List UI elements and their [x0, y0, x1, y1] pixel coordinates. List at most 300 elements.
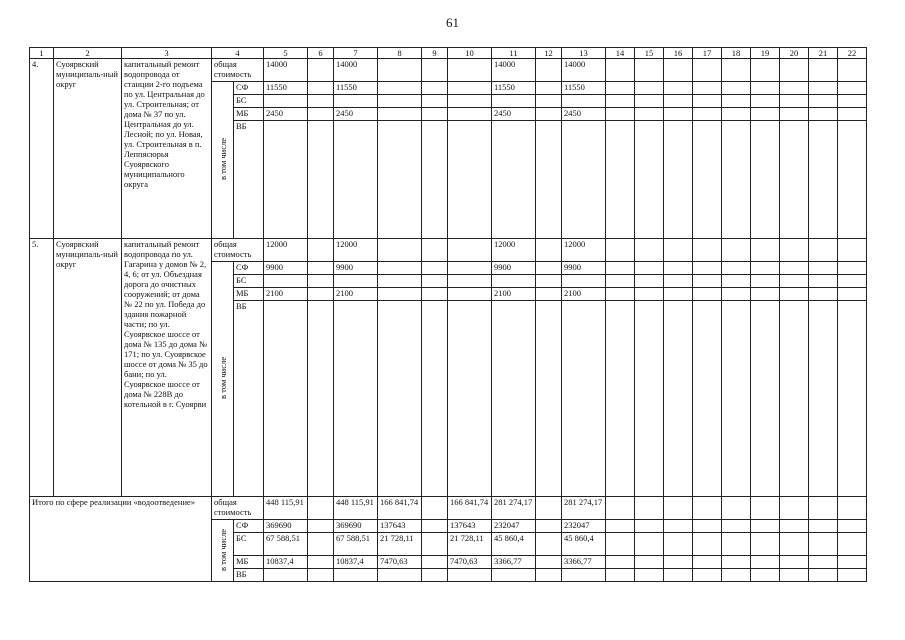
empty-cell: [838, 520, 867, 533]
empty-cell: [635, 275, 664, 288]
empty-cell: [838, 239, 867, 262]
empty-cell: [751, 533, 780, 556]
value-cell: [536, 288, 562, 301]
value-cell: [492, 95, 536, 108]
including-label-text: в том числе: [217, 528, 228, 571]
value-cell: [422, 497, 448, 520]
value-cell: [308, 288, 334, 301]
empty-cell: [722, 288, 751, 301]
source-code: БС: [234, 95, 264, 108]
value-cell: 45 860,4: [492, 533, 536, 556]
empty-cell: [809, 301, 838, 497]
value-cell: [422, 569, 448, 582]
value-cell: [308, 59, 334, 82]
value-cell: [378, 239, 422, 262]
row-number: 4.: [30, 59, 54, 239]
value-cell: [536, 533, 562, 556]
value-cell: 2100: [492, 288, 536, 301]
empty-cell: [606, 59, 635, 82]
including-label-text: в том числе: [217, 357, 228, 399]
empty-cell: [809, 262, 838, 275]
value-cell: [562, 275, 606, 288]
empty-cell: [751, 121, 780, 239]
value-cell: 12000: [492, 239, 536, 262]
value-cell: 2450: [264, 108, 308, 121]
value-cell: [536, 121, 562, 239]
value-cell: [536, 301, 562, 497]
empty-cell: [606, 556, 635, 569]
empty-cell: [606, 262, 635, 275]
value-cell: [448, 262, 492, 275]
value-cell: [422, 59, 448, 82]
value-cell: 10837,4: [264, 556, 308, 569]
empty-cell: [635, 520, 664, 533]
value-cell: 166 841,74: [378, 497, 422, 520]
value-cell: 281 274,17: [492, 497, 536, 520]
value-cell: [422, 288, 448, 301]
value-cell: 232047: [492, 520, 536, 533]
value-cell: [334, 95, 378, 108]
empty-cell: [838, 275, 867, 288]
value-cell: 448 115,91: [334, 497, 378, 520]
value-cell: [536, 82, 562, 95]
empty-cell: [664, 262, 693, 275]
value-cell: 3366,77: [562, 556, 606, 569]
value-cell: [422, 95, 448, 108]
including-vertical-label: [212, 82, 234, 239]
empty-cell: [693, 520, 722, 533]
value-cell: 7470,63: [378, 556, 422, 569]
value-cell: [308, 520, 334, 533]
empty-cell: [838, 59, 867, 82]
value-cell: 166 841,74: [448, 497, 492, 520]
empty-cell: [664, 95, 693, 108]
empty-cell: [751, 275, 780, 288]
value-cell: [536, 497, 562, 520]
empty-cell: [606, 533, 635, 556]
column-header: 22: [838, 48, 867, 59]
column-header: 9: [422, 48, 448, 59]
value-cell: [378, 108, 422, 121]
empty-cell: [664, 82, 693, 95]
value-cell: [264, 275, 308, 288]
empty-cell: [664, 533, 693, 556]
empty-cell: [635, 239, 664, 262]
value-cell: [562, 95, 606, 108]
empty-cell: [722, 82, 751, 95]
financing-table: [29, 47, 867, 582]
value-cell: [308, 121, 334, 239]
column-header: 15: [635, 48, 664, 59]
value-cell: 9900: [334, 262, 378, 275]
column-header: 1: [30, 48, 54, 59]
empty-cell: [693, 569, 722, 582]
empty-cell: [838, 533, 867, 556]
value-cell: [378, 82, 422, 95]
value-cell: 137643: [448, 520, 492, 533]
value-cell: 12000: [334, 239, 378, 262]
value-cell: 448 115,91: [264, 497, 308, 520]
value-cell: [308, 569, 334, 582]
source-code: ВБ: [234, 121, 264, 239]
value-cell: [448, 569, 492, 582]
empty-cell: [664, 301, 693, 497]
including-vertical-label: [212, 262, 234, 497]
empty-cell: [722, 533, 751, 556]
empty-cell: [751, 288, 780, 301]
page-number: 61: [446, 15, 459, 30]
source-code: СФ: [234, 82, 264, 95]
empty-cell: [780, 520, 809, 533]
empty-cell: [780, 533, 809, 556]
empty-cell: [635, 288, 664, 301]
empty-cell: [722, 520, 751, 533]
column-header: 11: [492, 48, 536, 59]
source-code: БС: [234, 533, 264, 556]
value-cell: [536, 520, 562, 533]
empty-cell: [809, 275, 838, 288]
empty-cell: [635, 262, 664, 275]
value-cell: 14000: [562, 59, 606, 82]
source-code: МБ: [234, 288, 264, 301]
value-cell: [308, 497, 334, 520]
value-cell: [308, 108, 334, 121]
column-header: 10: [448, 48, 492, 59]
empty-cell: [780, 262, 809, 275]
empty-cell: [693, 556, 722, 569]
empty-cell: [693, 262, 722, 275]
column-header: 4: [212, 48, 264, 59]
value-cell: 369690: [264, 520, 308, 533]
source-code: ВБ: [234, 301, 264, 497]
empty-cell: [809, 95, 838, 108]
value-cell: [308, 533, 334, 556]
value-cell: [422, 121, 448, 239]
value-cell: [536, 108, 562, 121]
empty-cell: [809, 520, 838, 533]
value-cell: [422, 262, 448, 275]
value-cell: 3366,77: [492, 556, 536, 569]
value-cell: 7470,63: [448, 556, 492, 569]
value-cell: [422, 82, 448, 95]
value-cell: [448, 239, 492, 262]
empty-cell: [606, 95, 635, 108]
empty-cell: [809, 556, 838, 569]
value-cell: 2450: [334, 108, 378, 121]
empty-cell: [693, 275, 722, 288]
value-cell: [334, 275, 378, 288]
value-cell: [422, 239, 448, 262]
column-header: 3: [122, 48, 212, 59]
table-row: [30, 239, 867, 262]
empty-cell: [780, 497, 809, 520]
value-cell: 67 588,51: [264, 533, 308, 556]
municipality: Суоярвский муниципаль-ный округ: [54, 59, 122, 239]
total-cost-label: общая стоимость: [212, 497, 264, 520]
value-cell: 11550: [334, 82, 378, 95]
source-code: МБ: [234, 108, 264, 121]
empty-cell: [693, 82, 722, 95]
empty-cell: [722, 59, 751, 82]
empty-cell: [606, 239, 635, 262]
value-cell: [536, 569, 562, 582]
value-cell: [264, 121, 308, 239]
empty-cell: [635, 497, 664, 520]
empty-cell: [606, 497, 635, 520]
value-cell: [378, 121, 422, 239]
empty-cell: [838, 288, 867, 301]
source-code: ВБ: [234, 569, 264, 582]
value-cell: 232047: [562, 520, 606, 533]
value-cell: [536, 239, 562, 262]
empty-cell: [751, 569, 780, 582]
empty-cell: [606, 569, 635, 582]
value-cell: [536, 275, 562, 288]
empty-cell: [635, 95, 664, 108]
empty-cell: [809, 533, 838, 556]
value-cell: [492, 121, 536, 239]
value-cell: [378, 95, 422, 108]
empty-cell: [809, 82, 838, 95]
value-cell: 21 728,11: [378, 533, 422, 556]
empty-cell: [751, 239, 780, 262]
value-cell: [562, 301, 606, 497]
value-cell: [422, 556, 448, 569]
value-cell: [562, 121, 606, 239]
column-header: 18: [722, 48, 751, 59]
empty-cell: [606, 108, 635, 121]
column-header: 5: [264, 48, 308, 59]
empty-cell: [809, 569, 838, 582]
value-cell: 21 728,11: [448, 533, 492, 556]
empty-cell: [780, 239, 809, 262]
empty-cell: [635, 82, 664, 95]
value-cell: 2100: [334, 288, 378, 301]
value-cell: [448, 108, 492, 121]
empty-cell: [664, 520, 693, 533]
value-cell: 11550: [264, 82, 308, 95]
value-cell: [448, 301, 492, 497]
empty-cell: [693, 497, 722, 520]
empty-cell: [722, 275, 751, 288]
empty-cell: [751, 59, 780, 82]
value-cell: [308, 275, 334, 288]
value-cell: [448, 82, 492, 95]
empty-cell: [693, 533, 722, 556]
value-cell: 9900: [562, 262, 606, 275]
empty-cell: [635, 533, 664, 556]
empty-cell: [664, 556, 693, 569]
value-cell: 14000: [264, 59, 308, 82]
column-header: 17: [693, 48, 722, 59]
project-description: капитальный ремонт водопровода по ул. Гагарина у домов № 2, 4, 6; от ул. Объездная дорога до очистных сооружений; от дома № 22 по ул. Победа до здания пожарной части; по ул. Суоярвское шоссе от дома № 135 до дома № 171; по ул. Суоярвское шоссе от дома № 35 до бани; по ул. Суоярвское шоссе от дома № 228В до котельной в г. Суоярви: [122, 239, 212, 497]
total-cost-label: общая стоимость: [212, 239, 264, 262]
empty-cell: [780, 95, 809, 108]
empty-cell: [780, 301, 809, 497]
value-cell: [308, 82, 334, 95]
value-cell: [422, 520, 448, 533]
value-cell: 67 588,51: [334, 533, 378, 556]
project-description: капитальный ремонт водопровода от станции 2-го подъема по ул. Центральная до ул. Строительная; от дома № 37 по ул. Центральная до ул. Лесной; по ул. Новая, ул. Строительная в п. Леппясюрья Суоярвского муниципального округа: [122, 59, 212, 239]
value-cell: 2100: [264, 288, 308, 301]
value-cell: [448, 275, 492, 288]
value-cell: [492, 275, 536, 288]
empty-cell: [780, 108, 809, 121]
empty-cell: [751, 95, 780, 108]
empty-cell: [693, 108, 722, 121]
value-cell: [448, 288, 492, 301]
value-cell: [378, 288, 422, 301]
empty-cell: [809, 121, 838, 239]
table-row: [30, 48, 867, 59]
empty-cell: [838, 108, 867, 121]
value-cell: [378, 262, 422, 275]
value-cell: [448, 95, 492, 108]
empty-cell: [606, 288, 635, 301]
value-cell: 11550: [492, 82, 536, 95]
empty-cell: [751, 108, 780, 121]
column-header: 8: [378, 48, 422, 59]
empty-cell: [838, 121, 867, 239]
source-code: МБ: [234, 556, 264, 569]
including-label-text: в том числе: [217, 138, 228, 180]
value-cell: [448, 121, 492, 239]
value-cell: [334, 569, 378, 582]
value-cell: [378, 59, 422, 82]
empty-cell: [780, 569, 809, 582]
empty-cell: [780, 59, 809, 82]
value-cell: 2100: [562, 288, 606, 301]
value-cell: 281 274,17: [562, 497, 606, 520]
including-vertical-label: [212, 520, 234, 582]
empty-cell: [838, 556, 867, 569]
column-header: 6: [308, 48, 334, 59]
table-row: [30, 497, 867, 520]
value-cell: [536, 59, 562, 82]
value-cell: 45 860,4: [562, 533, 606, 556]
column-header: 2: [54, 48, 122, 59]
empty-cell: [809, 59, 838, 82]
empty-cell: [635, 556, 664, 569]
column-header: 13: [562, 48, 606, 59]
empty-cell: [693, 121, 722, 239]
value-cell: 2450: [492, 108, 536, 121]
source-code: СФ: [234, 520, 264, 533]
empty-cell: [809, 108, 838, 121]
empty-cell: [664, 275, 693, 288]
empty-cell: [838, 497, 867, 520]
empty-cell: [722, 121, 751, 239]
empty-cell: [635, 59, 664, 82]
value-cell: [422, 301, 448, 497]
value-cell: [334, 121, 378, 239]
value-cell: [308, 556, 334, 569]
empty-cell: [635, 569, 664, 582]
source-code: БС: [234, 275, 264, 288]
value-cell: 9900: [264, 262, 308, 275]
empty-cell: [780, 121, 809, 239]
empty-cell: [780, 82, 809, 95]
source-code: СФ: [234, 262, 264, 275]
empty-cell: [722, 239, 751, 262]
empty-cell: [809, 288, 838, 301]
empty-cell: [693, 301, 722, 497]
value-cell: [422, 275, 448, 288]
empty-cell: [606, 121, 635, 239]
empty-cell: [722, 95, 751, 108]
value-cell: [264, 301, 308, 497]
column-header: 14: [606, 48, 635, 59]
empty-cell: [693, 239, 722, 262]
table-row: [30, 59, 867, 82]
column-header: 20: [780, 48, 809, 59]
value-cell: 137643: [378, 520, 422, 533]
value-cell: [378, 569, 422, 582]
value-cell: 12000: [562, 239, 606, 262]
value-cell: 11550: [562, 82, 606, 95]
empty-cell: [635, 301, 664, 497]
empty-cell: [838, 569, 867, 582]
empty-cell: [722, 569, 751, 582]
value-cell: 9900: [492, 262, 536, 275]
value-cell: 14000: [492, 59, 536, 82]
value-cell: 369690: [334, 520, 378, 533]
empty-cell: [664, 59, 693, 82]
empty-cell: [664, 121, 693, 239]
empty-cell: [809, 239, 838, 262]
empty-cell: [693, 288, 722, 301]
value-cell: [308, 262, 334, 275]
municipality: Суоярвский муниципаль-ный округ: [54, 239, 122, 497]
empty-cell: [780, 556, 809, 569]
total-cost-label: общая стоимость: [212, 59, 264, 82]
empty-cell: [751, 497, 780, 520]
value-cell: [492, 569, 536, 582]
value-cell: [422, 108, 448, 121]
value-cell: 2450: [562, 108, 606, 121]
value-cell: [536, 95, 562, 108]
empty-cell: [606, 301, 635, 497]
column-header: 12: [536, 48, 562, 59]
value-cell: [536, 262, 562, 275]
empty-cell: [664, 569, 693, 582]
value-cell: [378, 301, 422, 497]
empty-cell: [780, 275, 809, 288]
value-cell: [308, 301, 334, 497]
empty-cell: [838, 95, 867, 108]
empty-cell: [606, 82, 635, 95]
value-cell: [264, 569, 308, 582]
value-cell: [308, 239, 334, 262]
empty-cell: [722, 108, 751, 121]
empty-cell: [751, 301, 780, 497]
value-cell: [264, 95, 308, 108]
empty-cell: [664, 239, 693, 262]
value-cell: [448, 59, 492, 82]
empty-cell: [635, 121, 664, 239]
value-cell: [492, 301, 536, 497]
empty-cell: [693, 95, 722, 108]
empty-cell: [780, 288, 809, 301]
row-number: 5.: [30, 239, 54, 497]
empty-cell: [606, 520, 635, 533]
empty-cell: [809, 497, 838, 520]
totals-label: Итого по сфере реализации «водоотведение»: [30, 497, 212, 582]
column-header: 16: [664, 48, 693, 59]
value-cell: [562, 569, 606, 582]
empty-cell: [722, 301, 751, 497]
value-cell: [308, 95, 334, 108]
